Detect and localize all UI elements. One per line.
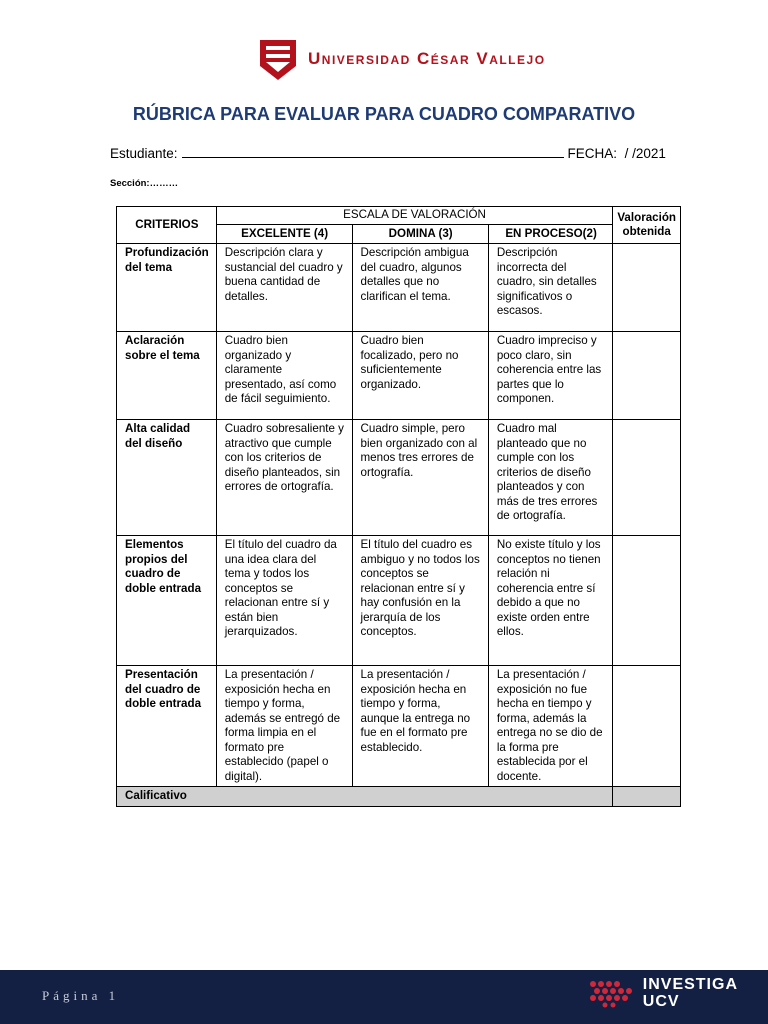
- criterion-cell: Presentación del cuadro de doble entrada: [117, 666, 217, 787]
- university-logo: [258, 36, 546, 82]
- excelente-cell: Cuadro bien organizado y claramente presentado, así como de fácil seguimiento.: [216, 332, 352, 420]
- criteria-header: CRITERIOS: [117, 207, 217, 244]
- proceso-cell: La presentación / exposición no fue hecha en tiempo y forma, además la entrega no se dio de la forma pre establecida por el docente.: [488, 666, 613, 787]
- domina-cell: Descripción ambigua del cuadro, algunos detalles que no clarifican el tema.: [352, 244, 488, 332]
- domina-cell: Cuadro simple, pero bien organizado con al menos tres errores de ortografía.: [352, 420, 488, 536]
- valuation-cell[interactable]: [613, 536, 681, 666]
- criterion-cell: Alta calidad del diseño: [117, 420, 217, 536]
- proceso-cell: No existe título y los conceptos no tienen relación ni coherencia entre sí debido a que no existe orden entre ellos.: [488, 536, 613, 666]
- date-value: / /2021: [624, 146, 666, 161]
- valuation-cell[interactable]: [613, 244, 681, 332]
- excelente-cell: La presentación / exposición hecha en tiempo y forma, además se entregó de forma limpia en el formato pre establecido (papel o digital).: [216, 666, 352, 787]
- table-row: [117, 666, 681, 787]
- section-label: Sección:………: [110, 178, 179, 189]
- brand-line1: INVESTIGA: [642, 976, 738, 993]
- excelente-cell: Cuadro sobresaliente y atractivo que cumple con los criterios de diseño planteados, sin errores de ortografía.: [216, 420, 352, 536]
- level-proceso: EN PROCESO(2): [488, 224, 613, 244]
- investiga-logo: [587, 976, 738, 1010]
- excelente-cell: Descripción clara y sustancial del cuadro y buena cantidad de detalles.: [216, 244, 352, 332]
- university-name: Universidad César Vallejo: [308, 49, 546, 68]
- criterion-cell: Aclaración sobre el tema: [117, 332, 217, 420]
- student-line: [110, 145, 670, 161]
- level-excelente: EXCELENTE (4): [216, 224, 352, 244]
- domina-cell: Cuadro bien focalizado, pero no suficientemente organizado.: [352, 332, 488, 420]
- student-name-blank: [182, 145, 564, 158]
- student-label: Estudiante:: [110, 146, 178, 161]
- criterion-cell: Profundización del tema: [117, 244, 217, 332]
- proceso-cell: Descripción incorrecta del cuadro, sin detalles significativos o escasos.: [488, 244, 613, 332]
- brand-line2: UCV: [642, 993, 680, 1010]
- table-row: [117, 536, 681, 666]
- page-number: Página 1: [42, 988, 120, 1003]
- scale-header: ESCALA DE VALORACIÓN: [216, 207, 613, 225]
- level-domina: DOMINA (3): [352, 224, 488, 244]
- proceso-cell: Cuadro mal planteado que no cumple con los criterios de diseño planteados y con más de tres errores de ortografía.: [488, 420, 613, 536]
- rubric-table: [116, 206, 681, 807]
- document-title: RÚBRICA PARA EVALUAR PARA CUADRO COMPARATIVO: [132, 104, 636, 124]
- grade-label: Calificativo: [117, 787, 613, 807]
- page-footer: [0, 970, 768, 1024]
- valuation-cell[interactable]: [613, 420, 681, 536]
- table-row: [117, 420, 681, 536]
- proceso-cell: Cuadro impreciso y poco claro, sin coherencia entre las partes que lo componen.: [488, 332, 613, 420]
- ucv-shield-icon: [258, 36, 298, 82]
- valuation-cell[interactable]: [613, 666, 681, 787]
- valuation-cell[interactable]: [613, 332, 681, 420]
- valuation-header: Valoración obtenida: [613, 207, 681, 244]
- grade-row: [117, 787, 681, 807]
- grade-value-cell[interactable]: [613, 787, 681, 807]
- investiga-text: [643, 976, 738, 1010]
- excelente-cell: El título del cuadro da una idea clara del tema y todos los conceptos se relacionan entre sí y están bien jerarquizados.: [216, 536, 352, 666]
- domina-cell: El título del cuadro es ambiguo y no todos los conceptos se relacionan entre sí y hay confusión en la jerarquía de los conceptos.: [352, 536, 488, 666]
- date-label: FECHA:: [567, 146, 618, 161]
- table-row: [117, 332, 681, 420]
- table-row: [117, 244, 681, 332]
- dots-pattern-icon: [587, 978, 635, 1008]
- criterion-cell: Elementos propios del cuadro de doble entrada: [117, 536, 217, 666]
- domina-cell: La presentación / exposición hecha en tiempo y forma, aunque la entrega no fue en el formato pre establecido.: [352, 666, 488, 787]
